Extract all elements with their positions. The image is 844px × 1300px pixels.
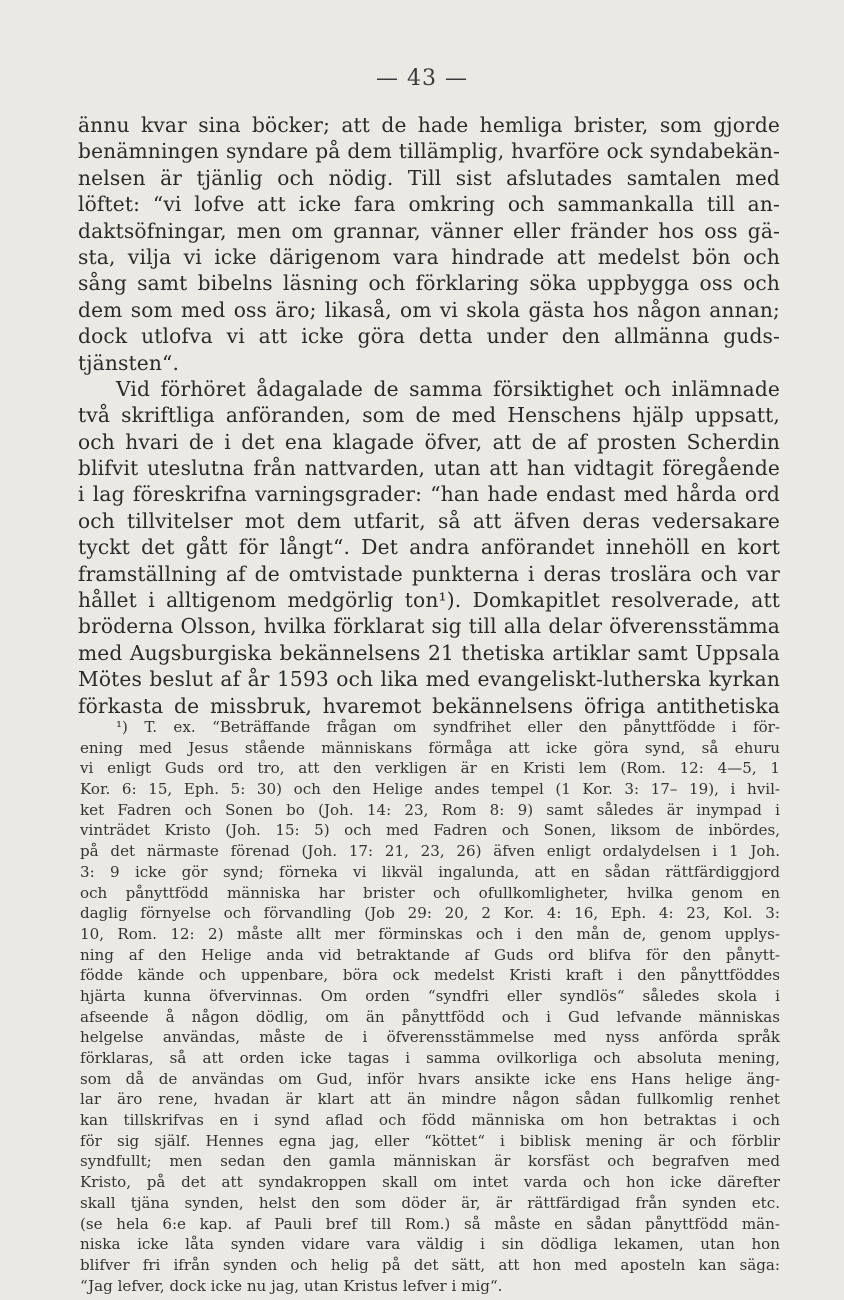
body-line: löftet: “vi lofve att icke fara omkring och sammankalla till an- — [78, 192, 780, 217]
footnote-line: skall tjäna synden, helst den som döder är, är rättfärdigad från synden etc. — [80, 1193, 780, 1212]
body-line: framställning af de omtvistade punkterna i deras troslära och var — [78, 561, 780, 586]
footnote-line: blifver fri ifrån synden och helig på det sätt, att hon med aposteln kan säga: — [80, 1255, 780, 1274]
body-line: sta, vilja vi icke därigenom vara hindrade att medelst bön och — [78, 244, 780, 269]
footnote-line: ning af den Helige anda vid betraktande af Guds ord blifva för den pånytt- — [80, 945, 780, 964]
footnote-line: lar äro rene, hvadan är klart att än mindre någon sådan fullkomlig renhet — [80, 1090, 780, 1109]
footnote-line: förklaras, så att orden icke tagas i samma ovilkorliga och absoluta mening, — [80, 1049, 780, 1067]
footnote-line: ket Fadren och Sonen bo (Joh. 14: 23, Rom 8: 9) samt således är inympad i — [80, 800, 780, 819]
footnote-line: födde kände och uppenbare, böra ock medelst Kristi kraft i den pånyttföddes — [80, 966, 780, 985]
footnote-line: kan tillskrifvas en i synd aflad och född människa om hon betraktas i och — [80, 1111, 780, 1130]
footnote-line: och pånyttfödd människa har brister och ofullkomligheter, hvilka genom en — [80, 883, 780, 902]
footnote-line: helgelse användas, måste de i öfverensstämmelse med nyss anförda språk — [80, 1028, 780, 1047]
body-line: bröderna Olsson, hvilka förklarat sig till alla delar öfverensstämma — [78, 614, 780, 639]
body-line: Mötes beslut af år 1593 och lika med evangeliskt-lutherska kyrkan — [78, 667, 780, 692]
body-line: två skriftliga anföranden, som de med Henschens hjälp uppsatt, — [78, 403, 780, 428]
body-line: med Augsburgiska bekännelsens 21 thetiska artiklar samt Uppsala — [78, 640, 780, 665]
footnote-line: daglig förnyelse och förvandling (Job 29: 20, 2 Kor. 4: 16, Eph. 4: 23, Kol. 3: — [80, 904, 780, 923]
footnote-line: 10, Rom. 12: 2) måste allt mer förminskas och i den mån de, genom upplys- — [80, 924, 780, 943]
page-number: — 43 — — [376, 66, 468, 91]
body-line: nelsen är tjänlig och nödig. Till sist afslutades samtalen med — [78, 165, 780, 190]
body-line: hållet i alltigenom medgörlig ton¹). Domkapitlet resolverade, att — [78, 588, 780, 613]
body-line: dem som med oss äro; likaså, om vi skola gästa hos någon annan; — [78, 297, 780, 322]
footnote-line: vinträdet Kristo (Joh. 15: 5) och med Fadren och Sonen, liksom de inbördes, — [80, 821, 780, 840]
body-line: sång samt bibelns läsning och förklaring söka uppbygga oss och — [78, 271, 780, 296]
footnote-line: vi enligt Guds ord tro, att den verkligen är en Kristi lem (Rom. 12: 4—5, 1 — [80, 759, 780, 778]
footnote-line: på det närmaste förenad (Joh. 17: 21, 23, 26) äfven enligt ordalydelsen i 1 Joh. — [80, 842, 780, 861]
footnote-line: hjärta kunna öfvervinnas. Om orden “syndfri eller syndlös“ således skola i — [80, 986, 780, 1005]
footnote-line: Kor. 6: 15, Eph. 5: 30) och den Helige andes tempel (1 Kor. 3: 17– 19), i hvil- — [80, 780, 780, 799]
body-text — [78, 112, 780, 719]
body-line: förkasta de missbruk, hvaremot bekännelsens öfriga antithetiska — [78, 693, 780, 718]
body-line: Vid förhöret ådagalade de samma försiktighet och inlämnade — [116, 376, 780, 401]
body-line: tyckt det gått för långt“. Det andra anförandet innehöll en kort — [78, 535, 780, 560]
body-line: i lag föreskrifna varningsgrader: “han hade endast med hårda ord — [78, 482, 780, 507]
body-line: benämningen syndare på dem tillämplig, hvarföre ock syndabekän- — [78, 139, 780, 164]
footnote-line: för sig själf. Hennes egna jag, eller “köttet“ i biblisk mening är och förblir — [80, 1131, 780, 1150]
body-line: och hvari de i det ena klagade öfver, att de af prosten Scherdin — [78, 429, 780, 454]
footnote — [80, 717, 780, 1296]
footnote-line: 3: 9 icke gör synd; förneka vi likväl ingalunda, att en sådan rättfärdiggjord — [80, 862, 780, 881]
footnote-line: syndfullt; men sedan den gamla människan är korsfäst och begrafven med — [80, 1152, 780, 1171]
body-line: daktsöfningar, men om grannar, vänner eller fränder hos oss gä- — [78, 218, 780, 243]
footnote-line: Kristo, på det att syndakroppen skall om intet varda och hon icke därefter — [80, 1173, 780, 1192]
footnote-line: ening med Jesus stående människans förmåga att icke göra synd, så ehuru — [80, 738, 780, 757]
body-line: blifvit uteslutna från nattvarden, utan att han vidtagit föregående — [78, 456, 780, 481]
footnote-line: som då de användas om Gud, inför hvars ansikte icke ens Hans helige äng- — [80, 1069, 780, 1088]
footnote-line: (se hela 6:e kap. af Pauli bref till Rom.) så måste en sådan pånyttfödd män- — [80, 1214, 780, 1233]
body-line: och tillvitelser mot dem utfarit, så att äfven deras vedersakare — [78, 508, 780, 533]
footnote-line: afseende å någon dödlig, om än pånyttfödd och i Gud lefvande människas — [80, 1007, 780, 1026]
footnote-line: ¹) T. ex. “Beträffande frågan om syndfrihet eller den pånyttfödde i för- — [116, 718, 780, 736]
footnote-line: niska icke låta synden vidare vara väldig i sin dödliga lekamen, utan hon — [80, 1235, 780, 1254]
body-line: dock utlofva vi att icke göra detta under den allmänna guds- — [78, 324, 780, 349]
body-line: ännu kvar sina böcker; att de hade hemliga brister, som gjorde — [78, 113, 780, 137]
footnote-line: “Jag lefver, dock icke nu jag, utan Kristus lefver i mig“. — [80, 1276, 503, 1295]
body-line: tjänsten“. — [78, 350, 180, 375]
